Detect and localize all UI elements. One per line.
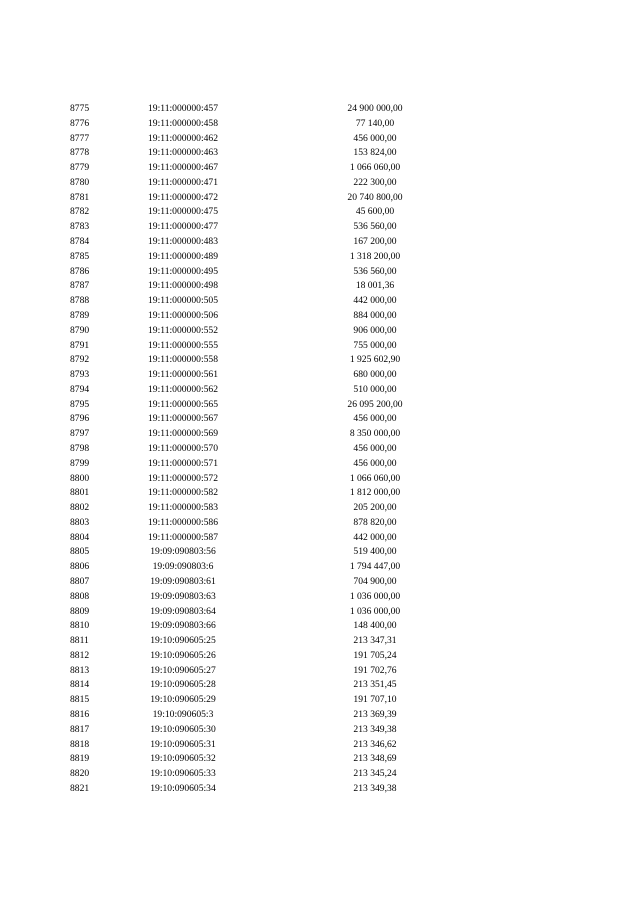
row-number: 8797 [70,428,90,440]
table-row [0,117,640,132]
table-row [0,220,640,235]
table-row [0,368,640,383]
row-number: 8775 [70,103,90,114]
table-row [0,324,640,339]
table-row [0,294,640,309]
row-number: 8795 [70,398,90,410]
row-number: 8815 [70,694,90,706]
cadastral-number: 19:11:000000:565 [148,398,218,410]
cadastral-number: 19:11:000000:475 [148,206,218,218]
cadastral-number: 19:11:000000:495 [148,265,218,277]
cadastral-number: 19:11:000000:558 [148,354,218,366]
cadastral-number: 19:11:000000:472 [148,191,218,203]
cadastral-number: 19:10:090605:3 [152,709,214,721]
cadastral-number: 19:10:090605:27 [150,664,216,676]
cadastral-number: 19:09:090803:64 [150,605,216,617]
row-number: 8778 [70,147,90,159]
cadastral-number: 19:11:000000:586 [148,516,218,528]
cadastral-number: 19:11:000000:471 [148,176,218,188]
cadastral-number: 19:11:000000:561 [148,369,218,381]
table-row [0,442,640,457]
row-number: 8812 [70,649,90,661]
amount-value: 1 925 602,90 [349,354,401,366]
table-row [0,649,640,664]
row-number: 8798 [70,442,90,454]
cadastral-number: 19:11:000000:555 [148,339,218,351]
amount-value: 456 000,00 [353,413,397,425]
amount-value: 18 001,36 [355,280,395,292]
table-row [0,339,640,354]
row-number: 8779 [70,162,90,174]
table-row [0,738,640,753]
cadastral-number: 19:11:000000:506 [148,309,218,321]
amount-value: 167 200,00 [353,236,397,248]
cadastral-number: 19:11:000000:567 [148,413,218,425]
table-row [0,161,640,176]
cadastral-number: 19:11:000000:562 [148,383,218,395]
amount-value: 77 140,00 [355,117,395,129]
amount-value: 442 000,00 [353,295,397,307]
table-row [0,708,640,723]
row-number: 8785 [70,250,90,262]
row-number: 8782 [70,206,90,218]
table-row [0,353,640,368]
cadastral-number: 19:10:090605:31 [150,738,216,750]
table-row [0,678,640,693]
cadastral-number: 19:11:000000:477 [148,221,218,233]
cadastral-number: 19:10:090605:34 [150,782,216,794]
table-row [0,132,640,147]
table-row [0,205,640,220]
row-number: 8791 [70,339,90,351]
amount-value: 153 824,00 [353,147,397,159]
table-row [0,619,640,634]
cadastral-number: 19:10:090605:25 [150,635,216,647]
amount-value: 519 400,00 [353,546,397,558]
row-number: 8807 [70,576,90,587]
cadastral-number: 19:11:000000:467 [148,162,218,174]
row-number: 8800 [70,472,90,484]
amount-value: 213 347,31 [353,635,397,647]
row-number: 8808 [70,590,90,602]
amount-value: 20 740 800,00 [347,191,403,203]
table-row [0,752,640,767]
table-row [0,265,640,280]
cadastral-number: 19:11:000000:583 [148,502,218,514]
amount-value: 1 318 200,00 [349,250,401,262]
cadastral-number: 19:10:090605:32 [150,753,216,765]
row-number: 8805 [70,546,90,558]
table-row [0,235,640,250]
row-number: 8801 [70,487,90,499]
amount-value: 1 066 060,00 [349,162,401,174]
table-row [0,605,640,620]
row-number: 8811 [70,635,89,647]
table-row [0,782,640,797]
amount-value: 213 369,39 [353,709,397,721]
table-row [0,531,640,546]
cadastral-number: 19:09:090803:66 [150,620,216,632]
cadastral-number: 19:11:000000:582 [148,487,218,499]
table-row [0,767,640,782]
amount-value: 456 000,00 [353,457,397,469]
cadastral-number: 19:11:000000:483 [148,236,218,248]
cadastral-number: 19:10:090605:30 [150,723,216,735]
table-row [0,279,640,294]
table-row [0,590,640,605]
amount-value: 45 600,00 [355,206,395,218]
cadastral-number: 19:10:090605:29 [150,694,216,706]
row-number: 8802 [70,502,90,514]
amount-value: 456 000,00 [353,132,397,144]
row-number: 8784 [70,236,90,248]
row-number: 8814 [70,679,90,691]
row-number: 8789 [70,309,90,321]
data-table [0,102,640,797]
table-row [0,723,640,738]
amount-value: 213 349,38 [353,782,397,794]
row-number: 8794 [70,383,90,395]
table-row [0,486,640,501]
table-row [0,545,640,560]
cadastral-number: 19:10:090605:26 [150,649,216,661]
amount-value: 755 000,00 [353,339,397,351]
table-row [0,176,640,191]
amount-value: 191 707,10 [353,694,397,706]
amount-value: 456 000,00 [353,442,397,454]
row-number: 8792 [70,354,90,366]
cadastral-number: 19:10:090605:28 [150,679,216,691]
cadastral-number: 19:09:090803:6 [152,561,214,573]
row-number: 8776 [70,117,90,129]
table-row [0,383,640,398]
row-number: 8780 [70,176,90,188]
row-number: 8793 [70,369,90,381]
amount-value: 878 820,00 [353,516,397,528]
table-row [0,412,640,427]
amount-value: 536 560,00 [353,265,397,277]
table-row [0,664,640,679]
amount-value: 191 705,24 [353,649,397,661]
row-number: 8810 [70,620,90,632]
cadastral-number: 19:11:000000:505 [148,295,218,307]
row-number: 8781 [70,191,90,203]
table-row [0,250,640,265]
amount-value: 213 349,38 [353,723,397,735]
cadastral-number: 19:11:000000:587 [148,531,218,543]
amount-value: 24 900 000,00 [347,103,403,114]
table-row [0,457,640,472]
amount-value: 884 000,00 [353,309,397,321]
row-number: 8790 [70,324,90,336]
cadastral-number: 19:09:090803:61 [150,576,216,587]
amount-value: 222 300,00 [353,176,397,188]
cadastral-number: 19:11:000000:571 [148,457,218,469]
cadastral-number: 19:11:000000:462 [148,132,218,144]
cadastral-number: 19:09:090803:56 [150,546,216,558]
table-row [0,634,640,649]
table-row [0,560,640,575]
table-row [0,516,640,531]
row-number: 8816 [70,709,90,721]
amount-value: 191 702,76 [353,664,397,676]
cadastral-number: 19:11:000000:457 [148,103,218,114]
cadastral-number: 19:09:090803:63 [150,590,216,602]
table-row [0,146,640,161]
amount-value: 213 348,69 [353,753,397,765]
row-number: 8788 [70,295,90,307]
amount-value: 906 000,00 [353,324,397,336]
cadastral-number: 19:11:000000:570 [148,442,218,454]
row-number: 8804 [70,531,90,543]
amount-value: 205 200,00 [353,502,397,514]
amount-value: 148 400,00 [353,620,397,632]
amount-value: 510 000,00 [353,383,397,395]
row-number: 8819 [70,753,90,765]
amount-value: 8 350 000,00 [349,428,401,440]
amount-value: 1 812 000,00 [349,487,401,499]
cadastral-number: 19:11:000000:569 [148,428,218,440]
row-number: 8777 [70,132,90,144]
amount-value: 442 000,00 [353,531,397,543]
amount-value: 1 036 000,00 [349,605,401,617]
amount-value: 1 794 447,00 [349,561,401,573]
row-number: 8783 [70,221,90,233]
amount-value: 213 351,45 [353,679,397,691]
table-row [0,427,640,442]
table-row [0,309,640,324]
row-number: 8820 [70,768,90,780]
amount-value: 680 000,00 [353,369,397,381]
amount-value: 26 095 200,00 [347,398,403,410]
cadastral-number: 19:11:000000:498 [148,280,218,292]
amount-value: 536 560,00 [353,221,397,233]
table-row [0,693,640,708]
table-row [0,472,640,487]
cadastral-number: 19:10:090605:33 [150,768,216,780]
table-row [0,501,640,516]
amount-value: 1 066 060,00 [349,472,401,484]
row-number: 8818 [70,738,90,750]
cadastral-number: 19:11:000000:572 [148,472,218,484]
cadastral-number: 19:11:000000:458 [148,117,218,129]
cadastral-number: 19:11:000000:489 [148,250,218,262]
row-number: 8817 [70,723,90,735]
row-number: 8803 [70,516,90,528]
row-number: 8806 [70,561,90,573]
amount-value: 704 900,00 [353,576,397,587]
row-number: 8813 [70,664,90,676]
cadastral-number: 19:11:000000:463 [148,147,218,159]
table-row [0,102,640,117]
table-row [0,575,640,590]
amount-value: 213 346,62 [353,738,397,750]
row-number: 8809 [70,605,90,617]
amount-value: 213 345,24 [353,768,397,780]
row-number: 8786 [70,265,90,277]
row-number: 8787 [70,280,90,292]
row-number: 8796 [70,413,90,425]
row-number: 8799 [70,457,90,469]
table-row [0,191,640,206]
amount-value: 1 036 000,00 [349,590,401,602]
cadastral-number: 19:11:000000:552 [148,324,218,336]
row-number: 8821 [70,782,90,794]
table-row [0,398,640,413]
